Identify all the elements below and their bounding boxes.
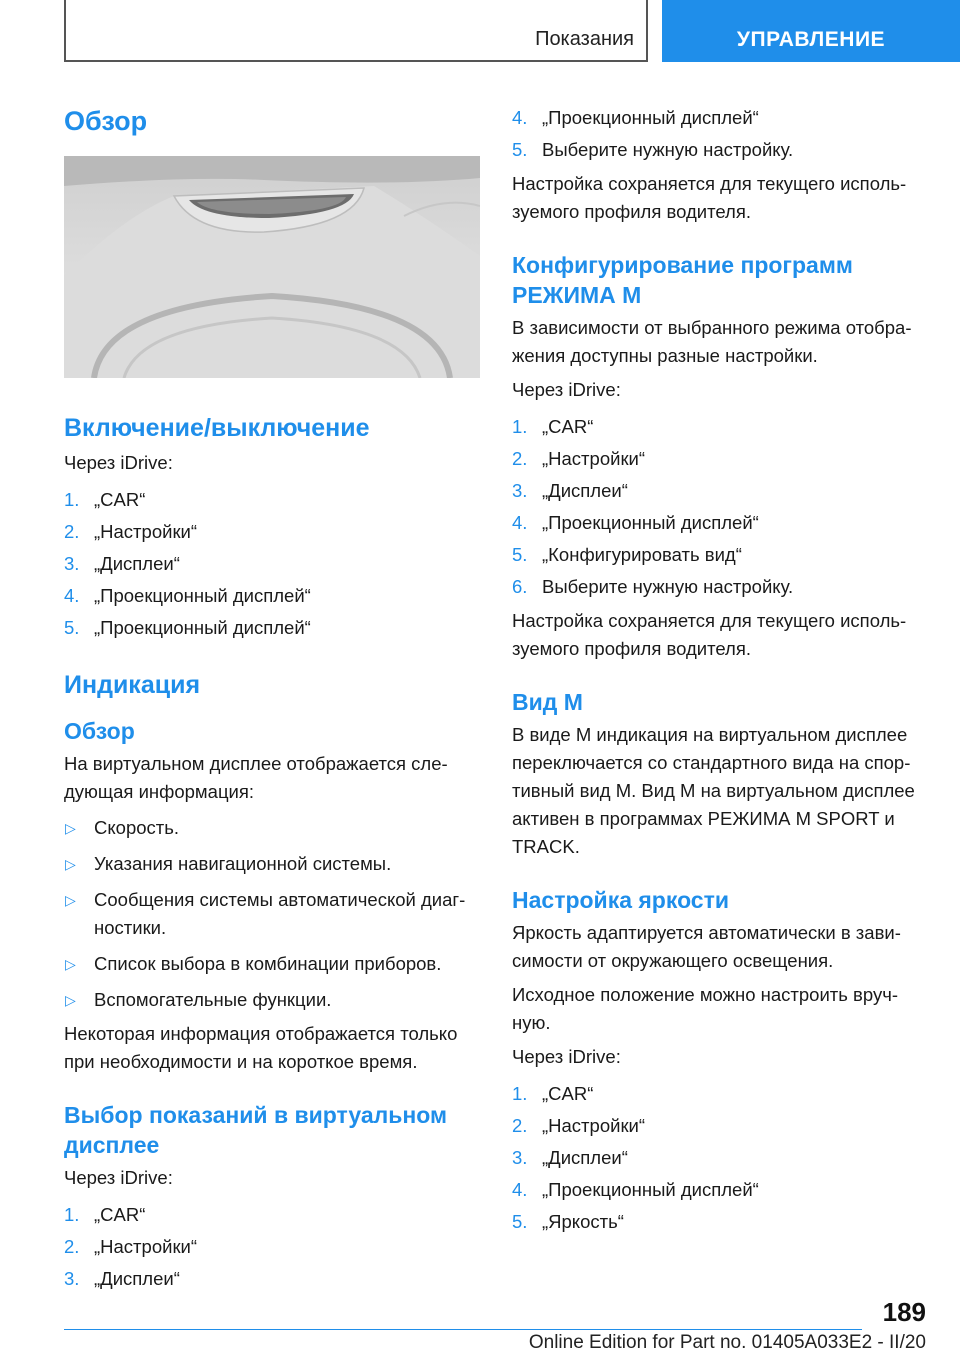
some-info-line1: Некоторая информация отображается только bbox=[64, 1023, 458, 1044]
select-steps bbox=[64, 1201, 484, 1293]
onoff-title: Включение/выключение bbox=[64, 414, 370, 442]
config-steps bbox=[512, 413, 932, 601]
overview-title: Обзор bbox=[64, 106, 148, 136]
list-item: ▷ Указания навигационной системы. bbox=[65, 853, 392, 874]
right-column bbox=[512, 104, 932, 1236]
page-number: 189 bbox=[882, 1297, 926, 1327]
list-item: 4. „Проекционный дисплей“ bbox=[64, 585, 311, 606]
list-item: 3. „Дисплеи“ bbox=[512, 1147, 628, 1168]
view-m-line1: В виде М индикация на виртуальном дисплее bbox=[512, 724, 908, 745]
indication-title: Индикация bbox=[64, 671, 201, 699]
select-intro: Через iDrive: bbox=[64, 1167, 173, 1188]
header-section-tab bbox=[64, 0, 648, 62]
list-item: ▷ Вспомогательные функции. bbox=[65, 989, 332, 1010]
view-m-title: Вид М bbox=[512, 689, 583, 715]
onoff-intro: Через iDrive: bbox=[64, 452, 173, 473]
config-title-line2: РЕЖИМА М bbox=[512, 282, 642, 308]
list-item: ▷ Скорость. bbox=[65, 817, 180, 838]
saved-note-1-line1: Настройка сохраняется для текущего исполь- bbox=[512, 173, 907, 194]
brightness-steps bbox=[512, 1080, 932, 1236]
list-item: 1. „CAR“ bbox=[512, 1083, 594, 1104]
saved-note-2-line2: зуемого профиля водителя. bbox=[512, 638, 752, 659]
list-item: 1. „CAR“ bbox=[512, 416, 594, 437]
list-item: 1. „CAR“ bbox=[64, 489, 146, 510]
footer-divider bbox=[64, 1329, 862, 1330]
list-item: 1. „CAR“ bbox=[64, 1204, 146, 1225]
header-section-label: Показания bbox=[535, 28, 634, 50]
onoff-steps bbox=[64, 486, 484, 642]
list-item: 3. „Дисплеи“ bbox=[64, 553, 180, 574]
config-para-line1: В зависимости от выбранного режима отобра- bbox=[512, 317, 912, 338]
config-intro: Через iDrive: bbox=[512, 379, 621, 400]
brightness-intro: Через iDrive: bbox=[512, 1046, 621, 1067]
list-item: 6. Выберите нужную настройку. bbox=[512, 576, 794, 597]
list-item: 2. „Настройки“ bbox=[512, 448, 646, 469]
config-title-line1: Конфигурирование программ bbox=[512, 252, 853, 278]
edition-note: Online Edition for Part no. 01405A033E2 - II/20 bbox=[528, 1332, 926, 1353]
list-item: ▷ Сообщения системы автоматической диаг- ностики. bbox=[65, 889, 466, 938]
list-item: 4. „Проекционный дисплей“ bbox=[512, 512, 759, 533]
brightness-line2: симости от окружающего освещения. bbox=[512, 950, 834, 971]
list-item: 5. „Конфигурировать вид“ bbox=[512, 544, 742, 565]
brightness-line4: ную. bbox=[512, 1012, 551, 1033]
indication-overview-title: Обзор bbox=[64, 718, 135, 744]
list-item: 5. „Яркость“ bbox=[512, 1211, 624, 1232]
list-item: 5. Выберите нужную настройку. bbox=[512, 139, 794, 160]
saved-note-1-line2: зуемого профиля водителя. bbox=[512, 201, 752, 222]
list-item: 2. „Настройки“ bbox=[64, 521, 198, 542]
indication-para-line2: дующая информация: bbox=[64, 781, 255, 802]
view-m-line3: тивный вид М. Вид М на виртуальном дисплее bbox=[512, 780, 915, 801]
view-m-line5: TRACK. bbox=[512, 836, 580, 857]
brightness-line1: Яркость адаптируется автоматически в зави- bbox=[512, 922, 901, 943]
head-up-display-photo bbox=[64, 156, 480, 378]
select-title-line2: дисплее bbox=[64, 1132, 160, 1158]
list-item: 3. „Дисплеи“ bbox=[64, 1268, 180, 1289]
list-item: 2. „Настройки“ bbox=[512, 1115, 646, 1136]
view-m-line4: активен в программах РЕЖИМА М SPORT и bbox=[512, 808, 895, 829]
saved-note-2-line1: Настройка сохраняется для текущего исполь- bbox=[512, 610, 907, 631]
list-item: 2. „Настройки“ bbox=[64, 1236, 198, 1257]
list-item: ▷ Список выбора в комбинации приборов. bbox=[65, 953, 442, 974]
header-chapter-label: УПРАВЛЕНИЕ bbox=[736, 28, 886, 51]
select-title-line1: Выбор показаний в виртуальном bbox=[64, 1102, 448, 1128]
config-para-line2: жения доступны разные настройки. bbox=[512, 345, 818, 366]
list-item: 4. „Проекционный дисплей“ bbox=[512, 107, 759, 128]
left-column bbox=[64, 96, 484, 1293]
view-m-line2: переключается со стандартного вида на спор- bbox=[512, 752, 911, 773]
list-item: 4. „Проекционный дисплей“ bbox=[512, 1179, 759, 1200]
list-item: 3. „Дисплеи“ bbox=[512, 480, 628, 501]
header-chapter-tab bbox=[662, 0, 960, 62]
indication-para-line1: На виртуальном дисплее отображается сле- bbox=[64, 753, 448, 774]
select-steps-continued bbox=[512, 104, 932, 164]
brightness-title: Настройка яркости bbox=[512, 887, 730, 913]
list-item: 5. „Проекционный дисплей“ bbox=[64, 617, 311, 638]
some-info-line2: при необходимости и на короткое время. bbox=[64, 1051, 418, 1072]
indication-bullets bbox=[64, 814, 484, 1014]
brightness-line3: Исходное положение можно настроить вруч- bbox=[512, 984, 898, 1005]
